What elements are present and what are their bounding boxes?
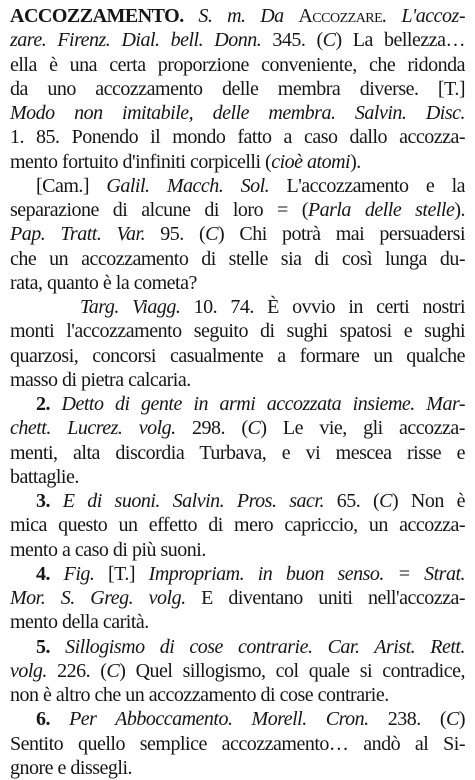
sense-number: 5. xyxy=(36,635,50,658)
italic-run: C xyxy=(379,490,392,512)
italic-run: chett. Lucrez. volg. xyxy=(10,417,176,440)
text-line xyxy=(10,174,465,198)
text-line xyxy=(10,344,465,368)
italic-run: Targ. Viagg. xyxy=(80,296,181,318)
text-run: mento a caso di più suoni. xyxy=(10,538,206,561)
text-line xyxy=(10,53,465,77)
text-line xyxy=(10,198,465,222)
text-run: ella è una certa proporzione conveniente, che ridonda xyxy=(10,53,465,76)
text-line xyxy=(10,756,465,780)
text-line xyxy=(10,4,465,28)
italic-run: Impropriam. in buon senso. = Strat. xyxy=(148,562,465,585)
text-run: che un accozzamento di stelle sia di così lunga du- xyxy=(10,247,465,270)
text-run: 238. ( xyxy=(368,708,446,731)
text-line xyxy=(10,659,465,683)
italic-run: E di suoni. Salvin. Pros. sacr. xyxy=(50,490,324,512)
text-run: ) Non è xyxy=(391,490,465,512)
italic-run: Mor. S. Greg. volg. xyxy=(10,587,186,609)
text-line xyxy=(10,77,465,101)
text-run: mento della carità. xyxy=(10,611,149,634)
italic-run: S. m. Da xyxy=(183,5,299,27)
text-line xyxy=(10,732,465,756)
sense-number: 2. xyxy=(36,393,50,415)
italic-run: Fig. xyxy=(50,562,95,585)
headword: ACCOZZAMENTO. xyxy=(10,5,184,27)
text-line xyxy=(10,271,465,295)
italic-run: volg. xyxy=(10,659,47,682)
text-run: E diventano uniti nell'accozza- xyxy=(185,587,465,609)
text-run: ) Chi potrà mai persuadersi xyxy=(218,223,465,246)
text-run: 1. 85. Ponendo il mondo fatto a caso dallo accozza- xyxy=(10,126,465,149)
text-line xyxy=(10,222,465,246)
italic-run: Sillogismo di cose contrarie. Car. Arist. Rett. xyxy=(50,635,465,658)
text-run: masso di pietra calcaria. xyxy=(10,368,191,391)
small-caps-run: Accozzare xyxy=(298,5,383,27)
sense-number: 6. xyxy=(36,708,50,731)
italic-run: C xyxy=(205,223,218,246)
italic-run: . L'accoz- xyxy=(382,5,465,27)
text-line xyxy=(10,247,465,271)
text-run: monti l'accozzamento seguito di sughi spatosi e sughi xyxy=(10,320,465,343)
text-run: 65. ( xyxy=(323,490,380,512)
text-run: ) La bellezza… xyxy=(335,29,465,52)
text-line xyxy=(10,295,465,319)
text-run: 226. ( xyxy=(46,659,107,682)
text-run: mica questo un effetto di mero capriccio, un accozza- xyxy=(10,514,465,537)
italic-run: C xyxy=(322,29,336,52)
text-line xyxy=(10,28,465,52)
text-run: ) xyxy=(458,708,465,731)
text-line xyxy=(10,513,465,537)
italic-run: Detto di gente in armi accozzata insieme. Mar- xyxy=(50,393,465,415)
text-run: non è altro che un accozzamento di cose contrarie. xyxy=(10,684,389,706)
italic-run: Per Abboccamento. Morell. Cron. xyxy=(50,708,369,731)
text-run: ) Le vie, gli accozza- xyxy=(260,417,465,440)
text-line xyxy=(10,101,465,125)
text-run: 95. ( xyxy=(145,223,206,246)
text-line xyxy=(10,441,465,465)
text-line xyxy=(10,586,465,610)
text-line xyxy=(10,707,465,731)
sense-number: 4. xyxy=(36,562,50,585)
text-run: rata, quanto è la cometa? xyxy=(10,271,197,294)
text-line xyxy=(10,683,465,707)
text-run: da uno accozzamento delle membra diverse. [T.] xyxy=(10,77,465,100)
text-line xyxy=(10,610,465,634)
italic-run: Pap. Tratt. Var. xyxy=(10,223,146,246)
text-run: 10. 74. È ovvio in certi nostri xyxy=(180,296,465,318)
text-run: ). xyxy=(454,199,465,221)
text-run: [T.] xyxy=(94,562,149,585)
text-run: quarzosi, concorsi casualmente a formare un qualche xyxy=(10,344,465,367)
text-run: menti, alta discordia Turbava, e vi mescea risse e xyxy=(10,441,465,464)
text-run: [Cam.] xyxy=(36,174,107,197)
text-run: 345. ( xyxy=(261,29,323,52)
italic-run: zare. Firenz. Dial. bell. Donn. xyxy=(10,29,262,52)
text-run: 298. ( xyxy=(175,417,248,440)
text-line xyxy=(10,465,465,489)
italic-run: C xyxy=(247,417,261,440)
text-line xyxy=(10,635,465,659)
text-run: gnore e dissegli. xyxy=(10,756,133,779)
text-run: L'accozzamento e la xyxy=(269,174,465,197)
sense-number: 3. xyxy=(36,490,50,512)
text-line xyxy=(10,562,465,586)
text-line xyxy=(10,368,465,392)
text-run: separazione di alcune di loro = ( xyxy=(10,199,308,221)
italic-run: Modo non imitabile, delle membra. Salvin. Disc. xyxy=(10,102,465,124)
text-run: ) Quel sillogismo, col quale si contradice, xyxy=(119,659,465,682)
italic-run: Parla delle stelle xyxy=(307,199,455,221)
text-line xyxy=(10,319,465,343)
italic-run: C xyxy=(106,659,120,682)
text-line xyxy=(10,416,465,440)
italic-run: cioè atomi xyxy=(271,150,351,173)
text-run: Sentito quello semplice accozzamento… andò al Si- xyxy=(10,732,465,755)
text-line xyxy=(10,538,465,562)
text-run: battaglie. xyxy=(10,465,79,488)
italic-run: Galil. Macch. Sol. xyxy=(106,174,270,197)
text-line xyxy=(10,392,465,416)
text-run: ). xyxy=(350,150,361,173)
italic-run: C xyxy=(445,708,459,731)
text-run: mento fortuito d'infiniti corpicelli ( xyxy=(10,150,272,173)
text-line xyxy=(10,150,465,174)
text-line xyxy=(10,125,465,149)
text-line xyxy=(10,489,465,513)
